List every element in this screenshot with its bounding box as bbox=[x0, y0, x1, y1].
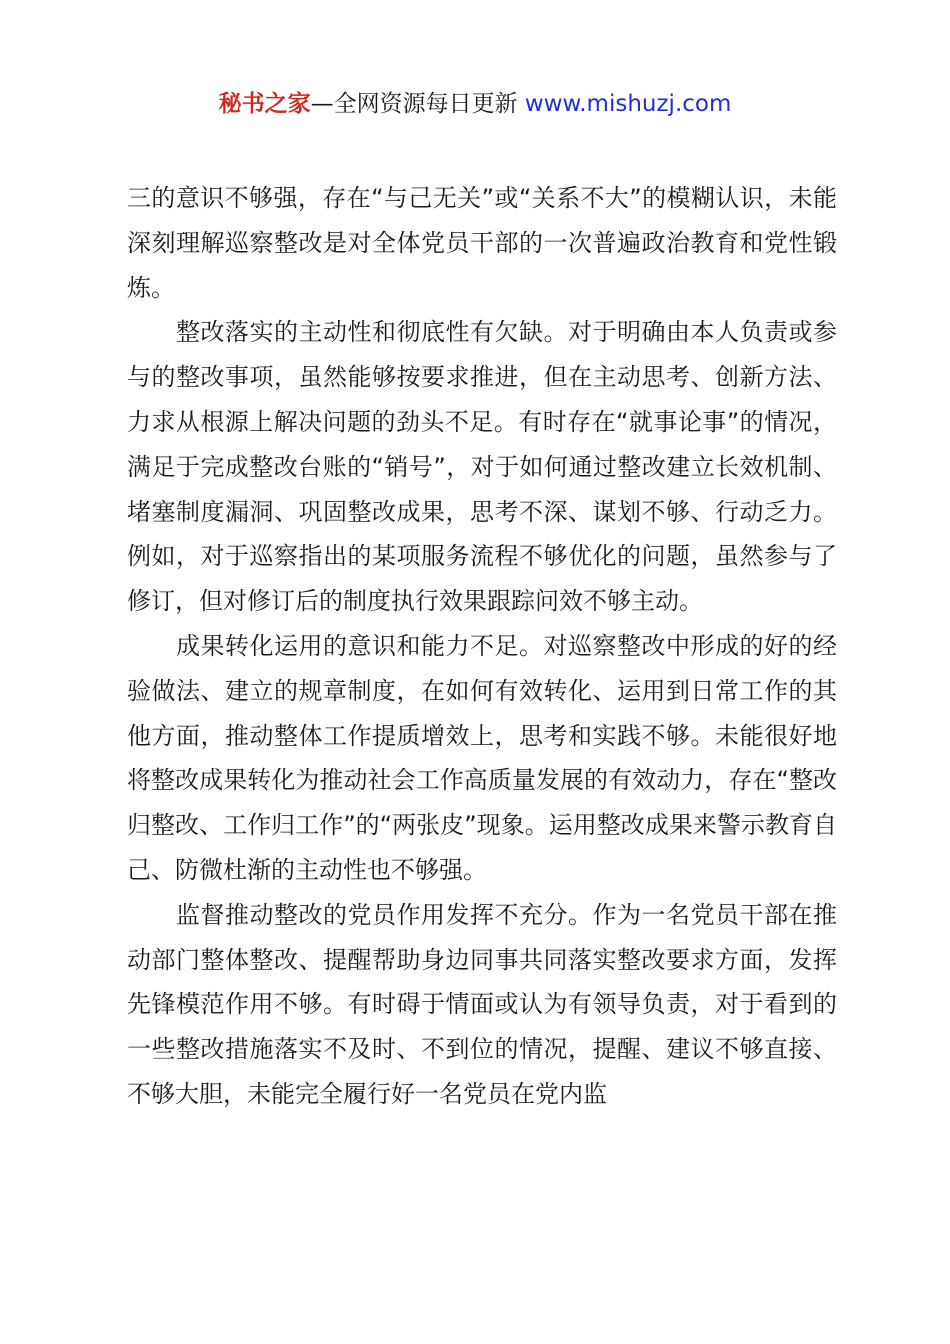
site-url-link[interactable]: www.mishuzj.com bbox=[524, 91, 732, 117]
document-body bbox=[127, 176, 837, 1117]
page-header bbox=[0, 88, 950, 120]
paragraph-rectification-initiative: 整改落实的主动性和彻底性有欠缺。对于明确由本人负责或参与的整改事项，虽然能够按要求推进，但在主动思考、创新方法、力求从根源上解决问题的劲头不足。有时存在“就事论事”的情况，满足于完成整改台账的“销号”，对于如何通过整改建立长效机制、堵塞制度漏洞、巩固整改成果，思考不深、谋划不够、行动乏力。例如，对于巡察指出的某项服务流程不够优化的问题，虽然参与了修订，但对修订后的制度执行效果跟踪问效不够主动。 bbox=[127, 318, 837, 616]
paragraph-party-member-role: 监督推动整改的党员作用发挥不充分。作为一名党员干部在推动部门整体整改、提醒帮助身边同事共同落实整改要求方面，发挥先锋模范作用不够。有时碍于情面或认为有领导负责，对于看到的一些整改措施落实不及时、不到位的情况，提醒、建议不够直接、不够大胆，未能完全履行好一名党员在党内监 bbox=[127, 900, 837, 1108]
paragraph-continuation: 三的意识不够强，存在“与己无关”或“关系不大”的模糊认识，未能深刻理解巡察整改是对全体党员干部的一次普遍政治教育和党性锻炼。 bbox=[127, 184, 837, 302]
header-tagline: —全网资源每日更新 bbox=[310, 91, 525, 117]
paragraph-result-transformation: 成果转化运用的意识和能力不足。对巡察整改中形成的好的经验做法、建立的规章制度，在如何有效转化、运用到日常工作的其他方面，推动整体工作提质增效上，思考和实践不够。未能很好地将整改成果转化为推动社会工作高质量发展的有效动力，存在“整改归整改、工作归工作”的“两张皮”现象。运用整改成果来警示教育自己、防微杜渐的主动性也不够强。 bbox=[127, 631, 837, 884]
site-brand: 秘书之家 bbox=[218, 91, 311, 117]
